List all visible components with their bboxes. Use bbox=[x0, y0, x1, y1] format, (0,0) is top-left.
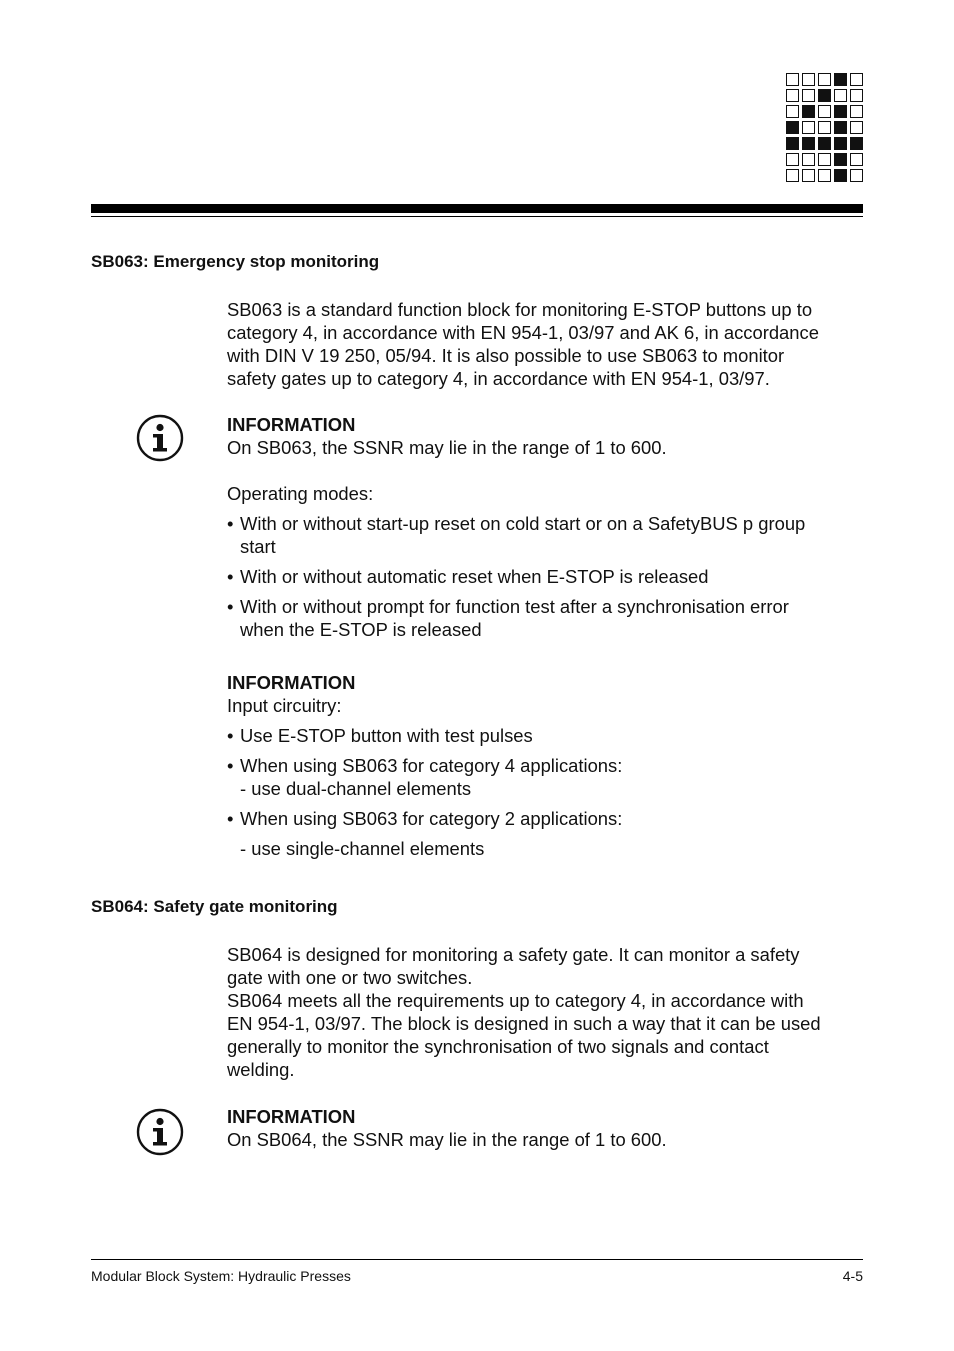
logo-cell-filled bbox=[850, 137, 863, 150]
footer-document-title: Modular Block System: Hydraulic Presses bbox=[91, 1268, 351, 1284]
info-text: On SB063, the SSNR may lie in the range of 1 to 600. bbox=[227, 437, 667, 458]
text-line: SB064 meets all the requirements up to category 4, in accordance with bbox=[227, 990, 804, 1011]
list-item bbox=[227, 754, 857, 777]
sb064-info-ssnr bbox=[227, 1105, 857, 1151]
text-line: safety gates up to category 4, in accordance with EN 954-1, 03/97. bbox=[227, 368, 770, 389]
logo-cell-empty bbox=[818, 105, 831, 118]
list-item-text: With or without prompt for function test after a synchronisation error bbox=[240, 596, 789, 617]
footer-page-number: 4-5 bbox=[842, 1268, 863, 1284]
logo-cell-filled bbox=[834, 153, 847, 166]
list-item bbox=[227, 565, 857, 588]
operating-modes-label: Operating modes: bbox=[227, 483, 374, 504]
info-title: INFORMATION bbox=[227, 672, 356, 693]
list-item bbox=[227, 512, 857, 558]
logo-cell-empty bbox=[786, 153, 799, 166]
bullet-glyph: • bbox=[227, 566, 234, 587]
sb064-intro bbox=[227, 943, 857, 1081]
bullet-glyph: • bbox=[227, 755, 234, 776]
section-heading-sb063: SB063: Emergency stop monitoring bbox=[91, 252, 380, 271]
list-item-text: With or without start-up reset on cold start or on a SafetyBUS p group bbox=[240, 513, 806, 534]
list-item-text: start bbox=[240, 536, 276, 557]
list-item bbox=[227, 595, 857, 641]
list-item-text: When using SB063 for category 2 applications: bbox=[240, 808, 623, 829]
list-item-text: Use E-STOP button with test pulses bbox=[240, 725, 533, 746]
info-text: Input circuitry: bbox=[227, 695, 342, 716]
logo-cell-filled bbox=[818, 89, 831, 102]
logo-cell-empty bbox=[802, 73, 815, 86]
logo-cell-filled bbox=[834, 105, 847, 118]
logo-cell-empty bbox=[850, 73, 863, 86]
logo-cell-empty bbox=[818, 73, 831, 86]
logo-cell-filled bbox=[834, 137, 847, 150]
logo-cell-empty bbox=[786, 105, 799, 118]
logo-cell-filled bbox=[802, 137, 815, 150]
footer-rule bbox=[91, 1259, 863, 1260]
company-logo-grid bbox=[786, 73, 863, 182]
logo-cell-empty bbox=[818, 153, 831, 166]
sub-item-text: - use dual-channel elements bbox=[240, 778, 472, 799]
sb063-info-ssnr bbox=[227, 413, 857, 459]
bullet-glyph: • bbox=[227, 808, 234, 829]
bullet-glyph: • bbox=[227, 725, 234, 746]
logo-cell-empty bbox=[850, 153, 863, 166]
logo-cell-empty bbox=[786, 169, 799, 182]
info-icon bbox=[136, 414, 184, 462]
text-line: generally to monitor the synchronisation of two signals and contact bbox=[227, 1036, 769, 1057]
logo-cell-filled bbox=[786, 137, 799, 150]
logo-cell-empty bbox=[850, 105, 863, 118]
logo-cell-empty bbox=[818, 169, 831, 182]
logo-cell-empty bbox=[834, 89, 847, 102]
logo-cell-empty bbox=[802, 89, 815, 102]
text-line: SB063 is a standard function block for monitoring E-STOP buttons up to bbox=[227, 299, 813, 320]
logo-cell-empty bbox=[786, 89, 799, 102]
logo-cell-empty bbox=[802, 153, 815, 166]
logo-cell-filled bbox=[834, 73, 847, 86]
info-text: On SB064, the SSNR may lie in the range of 1 to 600. bbox=[227, 1129, 667, 1150]
logo-cell-filled bbox=[818, 137, 831, 150]
text-line: welding. bbox=[227, 1059, 295, 1080]
text-line: with DIN V 19 250, 05/94. It is also possible to use SB063 to monitor bbox=[227, 345, 785, 366]
logo-cell-filled bbox=[834, 169, 847, 182]
info-icon bbox=[136, 1108, 184, 1156]
info-title: INFORMATION bbox=[227, 414, 356, 435]
logo-cell-empty bbox=[802, 169, 815, 182]
logo-cell-filled bbox=[834, 121, 847, 134]
bullet-glyph: • bbox=[227, 513, 234, 534]
text-line: EN 954-1, 03/97. The block is designed in such a way that it can be used bbox=[227, 1013, 821, 1034]
logo-cell-empty bbox=[818, 121, 831, 134]
logo-cell-empty bbox=[850, 169, 863, 182]
header-rule-thick bbox=[91, 204, 863, 213]
list-item-text: With or without automatic reset when E-STOP is released bbox=[240, 566, 709, 587]
text-line: SB064 is designed for monitoring a safety gate. It can monitor a safety bbox=[227, 944, 800, 965]
sb063-info-circuitry bbox=[227, 671, 857, 717]
text-line: gate with one or two switches. bbox=[227, 967, 473, 988]
logo-cell-filled bbox=[802, 105, 815, 118]
list-item-text: When using SB063 for category 4 applications: bbox=[240, 755, 623, 776]
logo-cell-empty bbox=[802, 121, 815, 134]
logo-cell-empty bbox=[786, 73, 799, 86]
sub-item-text: - use single-channel elements bbox=[240, 838, 485, 859]
list-item bbox=[227, 724, 857, 747]
list-item-text: when the E-STOP is released bbox=[240, 619, 482, 640]
logo-cell-filled bbox=[786, 121, 799, 134]
info-title: INFORMATION bbox=[227, 1106, 356, 1127]
section-heading-sb064: SB064: Safety gate monitoring bbox=[91, 897, 338, 916]
logo-cell-empty bbox=[850, 89, 863, 102]
logo-cell-empty bbox=[850, 121, 863, 134]
sb063-intro bbox=[227, 298, 857, 390]
list-item bbox=[227, 807, 857, 830]
text-line: category 4, in accordance with EN 954-1, 03/97 and AK 6, in accordance bbox=[227, 322, 819, 343]
bullet-glyph: • bbox=[227, 596, 234, 617]
header-rule-thin bbox=[91, 216, 863, 217]
